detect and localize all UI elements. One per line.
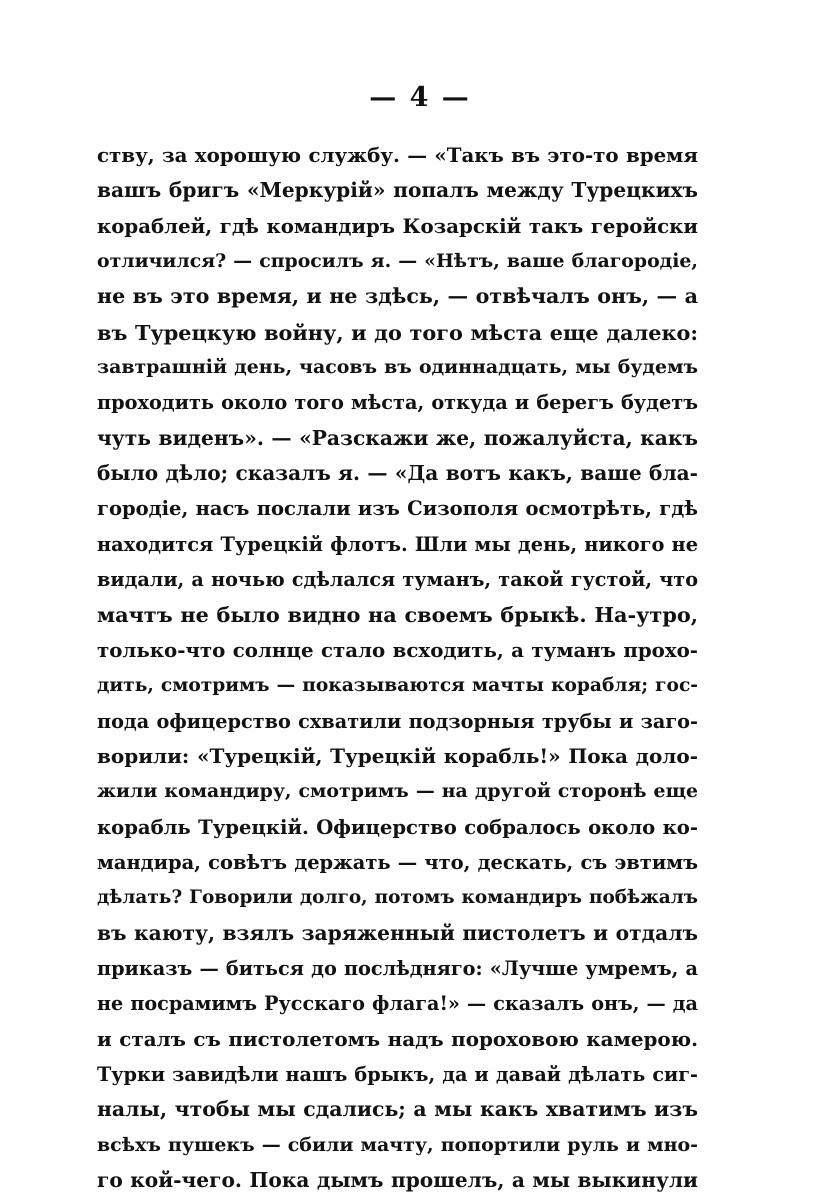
text-line: и сталъ съ пистолетомъ надъ пороховою камерою.: [97, 1026, 698, 1051]
text-line: мачтъ не было видно на своемъ брыкѣ. На-утро,: [97, 602, 698, 628]
text-line: вашъ бригъ «Меркурій» попалъ между Турецкихъ: [97, 178, 698, 203]
text-line: не въ это время, и не здѣсь, — отвѣчалъ онъ, — а: [97, 284, 698, 309]
text-line: городіе, насъ послали изъ Сизополя осмотрѣть, гдѣ: [97, 497, 698, 521]
text-line: въ Турецкую войну, и до того мѣста еще далеко:: [97, 319, 698, 345]
text-line: го кой-чего. Пока дымъ прошелъ, а мы выкинули: [97, 1167, 698, 1192]
text-line: завтрашній день, часовъ въ одиннадцать, мы будемъ: [97, 356, 698, 379]
text-line: въ каюту, взялъ заряженный пистолетъ и отдалъ: [97, 920, 698, 945]
text-line: налы, чтобы мы сдались; а мы какъ хватимъ изъ: [97, 1097, 698, 1122]
text-line: ворили: «Турецкій, Турецкій корабль!» Пока доло-: [97, 743, 698, 768]
text-line: пода офицерство схватили подзорныя трубы и заго-: [97, 709, 698, 733]
text-line: проходить около того мѣста, откуда и берегъ будетъ: [97, 391, 698, 415]
text-line: приказъ — биться до послѣдняго: «Лучше умремъ, а: [97, 956, 698, 980]
text-line: жили командиру, смотримъ — на другой сторонѣ еще: [97, 780, 698, 803]
text-line: мандира, совѣтъ держать — что, дескать, съ эвтимъ: [97, 850, 698, 874]
text-line: Турки завидѣли нашъ брыкъ, да и давай дѣлать сиг-: [97, 1062, 698, 1086]
text-line: кораблей, гдѣ командиръ Козарскій такъ геройски: [97, 213, 698, 238]
text-line: корабль Турецкій. Офицерство собралось около ко-: [97, 815, 698, 839]
text-line: отличился? — спросилъ я. — «Нѣтъ, ваше благородіе,: [97, 250, 698, 273]
text-line: всѣхъ пушекъ — сбили мачту, попортили руль и мно-: [97, 1133, 698, 1156]
text-line: не посрамимъ Русскаго флага!» — сказалъ онъ, — да: [97, 992, 698, 1016]
text-line: дѣлать? Говорили долго, потомъ командиръ побѣжалъ: [97, 887, 698, 909]
text-line: только-что солнце стало всходить, а туманъ прохо-: [97, 637, 698, 662]
text-line: видали, а ночью сдѣлался туманъ, такой густой, что: [97, 568, 698, 592]
page-number: — 4 —: [369, 82, 471, 113]
text-line: было дѣло; сказалъ я. — «Да вотъ какъ, ваше бла-: [97, 461, 698, 486]
text-line: чуть виденъ». — «Разскажи же, пожалуйста, какъ: [97, 425, 698, 450]
body-text: [97, 138, 698, 1198]
text-line: ству, за хорошую службу. — «Такъ въ это-то время: [97, 143, 698, 167]
text-line: дить, смотримъ — показываются мачты корабля; гос-: [97, 675, 698, 697]
text-line: находится Турецкій флотъ. Шли мы день, никого не: [97, 532, 698, 556]
